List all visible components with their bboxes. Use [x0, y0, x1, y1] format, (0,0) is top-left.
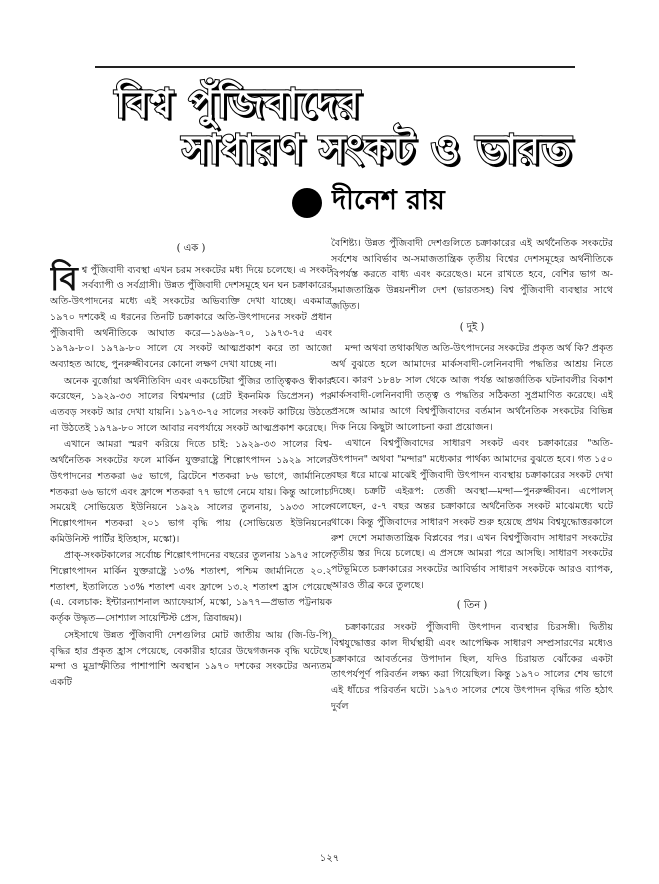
- paragraph: চক্রাকারের সংকট পুঁজিবাদী উৎপাদন ব্যবস্থার চিরসঙ্গী। দ্বিতীয় বিশ্বযুদ্ধোত্তর কাল দীর্ঘস্থায়ী এবং আপেক্ষিক সাধারণ সম্প্রসারণের মধ্যেও চক্রাকারে আবর্তনের উপাদান ছিল, যদিও চিরায়ত ঝোঁকের একটা তাৎপর্যপূর্ণ পরিবর্তন লক্ষ্য করা গিয়েছিল। কিন্তু ১৯৭০ সালের শেষ ভাগে এই ধাঁচের পরিবর্তন ঘটে। ১৯৭৩ সালের শেষে উৎপাদন বৃদ্ধির গতি হঠাৎ দুর্বল: [331, 622, 613, 712]
- right-column: [331, 236, 613, 836]
- paragraph: অনেক বুর্জোয়া অর্থনীতিবিদ এবং একচেটিয়া পুঁজির তাত্ত্বিকও স্বীকার করেছেন, ১৯২৯-৩৩ সালের বিশ্বমন্দার (গ্রেট ইকনমিক ডিপ্রেসন) পর এতবড় সংকট আর দেখা যায়নি। ১৯৭৩-৭৫ সালের সংকট কাটিয়ে উঠতে না উঠতেই ১৯৭৯-৮০ সালে আবার নবপর্যায়ে সংকট আত্মপ্রকাশ করেছে।: [50, 375, 332, 434]
- author-byline: [292, 180, 445, 225]
- section-heading-one: ( এক ): [176, 243, 206, 254]
- section-heading-two: ( দুই ): [459, 321, 485, 333]
- paragraph-text: শ্ব পুঁজিবাদী ব্যবস্থা এখন চরম সংকটের মধ্য দিয়ে চলেছে। এ সংকট সর্বব্যাপী ও সর্বগ্রাসী। উন্নত পুঁজিবাদী দেশসমূহে ঘন ঘন চক্রাকারের অতি-উৎপাদনের মধ্যে এই সংকটের অভিব্যক্তি দেখা যাচ্ছে। একমাত্র ১৯৭০ দশকেই এ ধরনের তিনটি চক্রাকারে অতি-উৎপাদনের সংকট প্রধান পুঁজিবাদী অর্থনীতিকে আঘাত করে—১৯৬৯-৭০, ১৯৭৩-৭৫ এবং ১৯৭৯-৮০। ১৯৭৯-৮০ সালে যে সংকট আত্মপ্রকাশ করে তা আজো অব্যাহত আছে, পুনরুজ্জীবনের কোনো লক্ষণ দেখা যাচ্ছে না।: [50, 264, 332, 370]
- paragraph: বৈশিষ্ট্য। উন্নত পুঁজিবাদী দেশগুলিতে চক্রাকারের এই অর্থনৈতিক সংকটের সর্বশেষ আবির্ভাব অ-সমাজতান্ত্রিক তৃতীয় বিশ্বের দেশসমূহের অর্থনীতিকে বিপর্যস্ত করতে বাধ্য এবং করেছেও। মনে রাখতে হবে, বেশির ভাগ অ-সমাজতান্ত্রিক উন্নয়নশীল দেশ (ভারতসহ) বিশ্ব পুঁজিবাদী ব্যবস্থার সাথে জড়িত।: [331, 238, 613, 312]
- section-heading-three: ( তিন ): [456, 600, 488, 612]
- left-column: [50, 236, 332, 836]
- paragraph: মন্দা অথবা তথাকথিত অতি-উৎপাদনের সংকটের প্রকৃত অর্থ কি? প্রকৃত অর্থ বুঝতে হলে আমাদের মার্কসবাদী-লেনিনবাদী পদ্ধতির আশ্রয় নিতে হবে। কারণ ১৮৪৮ সাল থেকে আজ পর্যন্ত আন্তর্জাতিক ঘটনাবলীর বিকাশ মার্কসবাদী-লেনিনবাদী তত্ত্ব ও পদ্ধতির সঠিকতা সুপ্রমাণিত করেছে। এই প্রসঙ্গে আমার আগে বিশ্বপুঁজিবাদের বর্তমান অর্থনৈতিক সংকটের বিভিন্ন দিক নিয়ে কিছুটা আলোচনা করা প্রয়োজন।: [331, 343, 613, 433]
- title-line-2: সাধারণ সংকট ও ভারত: [182, 127, 573, 173]
- bullet-dot-icon: [292, 188, 322, 218]
- paragraph: [50, 258, 332, 373]
- header-rule: [95, 66, 575, 68]
- paragraph: সেইসাথে উন্নত পুঁজিবাদী দেশগুলির মোট জাতীয় আয় (জি-ডি-পি) বৃদ্ধির হার প্রকৃত হ্রাস পেয়েছে, বেকারীর হারের উদ্বেগজনক বৃদ্ধি ঘটেছে। মন্দা ও মুদ্রাস্ফীতির পাশাপাশি অবস্থান ১৯৭০ দশকের সংকটের অন্যতম একটি: [50, 629, 332, 688]
- author-name: দীনেশ রায়: [332, 185, 445, 216]
- paragraph: প্রাক্-সংকটকালের সর্বোচ্চ শিল্পোৎপাদনের বছরের তুলনায় ১৯৭৫ সালে শিল্পোৎপাদন মার্কিন যুক্তরাষ্ট্রে ১৩% শতাংশ, পশ্চিম জার্মানিতে ২০.২ শতাংশ, ইতালিতে ১৩% শতাংশ এবং ফ্রান্সে ১৩.২ শতাংশ হ্রাস পেয়েছে (এ. বেলচাক: ইন্টারন্যাশনাল অ্যাফেয়ার্স, মস্কো, ১৯৭৭—প্রভাত পট্টনায়ক কর্তৃক উদ্ধৃত—সোশ্যাল সায়েন্টিস্ট প্রেস, ত্রিবান্দ্রম)।: [50, 550, 332, 625]
- drop-cap: বি: [50, 258, 78, 298]
- page-number: ১২৭: [319, 853, 340, 864]
- paragraph: এখানে আমরা স্মরণ করিয়ে দিতে চাই: ১৯২৯-৩৩ সালের বিশ্ব-অর্থনৈতিক সংকটের ফলে মার্কিন যুক্তরাষ্ট্রে শিল্পোৎপাদন ১৯২৯ সালের উৎপাদনের শতকরা ৬৫ ভাগে, ব্রিটেনে শতকরা ৮৬ ভাগে, জার্মানিতে শতকরা ৬৬ ভাগে এবং ফ্রান্সে শতকরা ৭৭ ভাগে নেমে যায়। কিন্তু আলোচ্য সময়েই সোভিয়েত ইউনিয়নে ১৯২৯ সালের তুলনায়, ১৯৩৩ সালে শিল্পোৎপাদন শতকরা ২০১ ভাগ বৃদ্ধি পায় (সোভিয়েত ইউনিয়নের কমিউনিস্ট পার্টির ইতিহাস, মস্কো)।: [50, 439, 332, 545]
- paragraph: এখানে বিশ্বপুঁজিবাদের সাধারণ সংকট এবং চক্রাকারের "অতি-উৎপাদন" অথবা "মন্দার" মধ্যেকার পার্থক্য আমাদের বুঝতে হবে। গত ১৫০ বছর ধরে মাঝে মাঝেই পুঁজিবাদী উৎপাদন ব্যবস্থায় চক্রাকারের সংকট দেখা দিচ্ছে। চক্রটি এইরূপ: তেজী অবস্থা—মন্দা—পুনরুজ্জীবন। এপোলস্ বলেছেন, ৫-৭ বছর অন্তর চক্রাকারে অর্থনৈতিক সংকট মাঝেমধ্যে ঘটে থাকে। কিন্তু পুঁজিবাদের সাধারণ সংকট শুরু হয়েছে প্রথম বিশ্বযুদ্ধোত্তরকালে রুশ দেশে সমাজতান্ত্রিক বিপ্লবের পর। এখন বিশ্বপুঁজিবাদ সাধারণ সংকটের তৃতীয় স্তর দিয়ে চলেছে। এ প্রসঙ্গে আমরা পরে আসছি। সাধারণ সংকটের পটভূমিতে চক্রাকারের সংকটের আবির্ভাব সাধারণ সংকটকে আরও ব্যাপক, আরও তীব্র করে তুলছে।: [331, 438, 613, 591]
- title-line-1: বিশ্ব পুঁজিবাদের: [115, 81, 361, 127]
